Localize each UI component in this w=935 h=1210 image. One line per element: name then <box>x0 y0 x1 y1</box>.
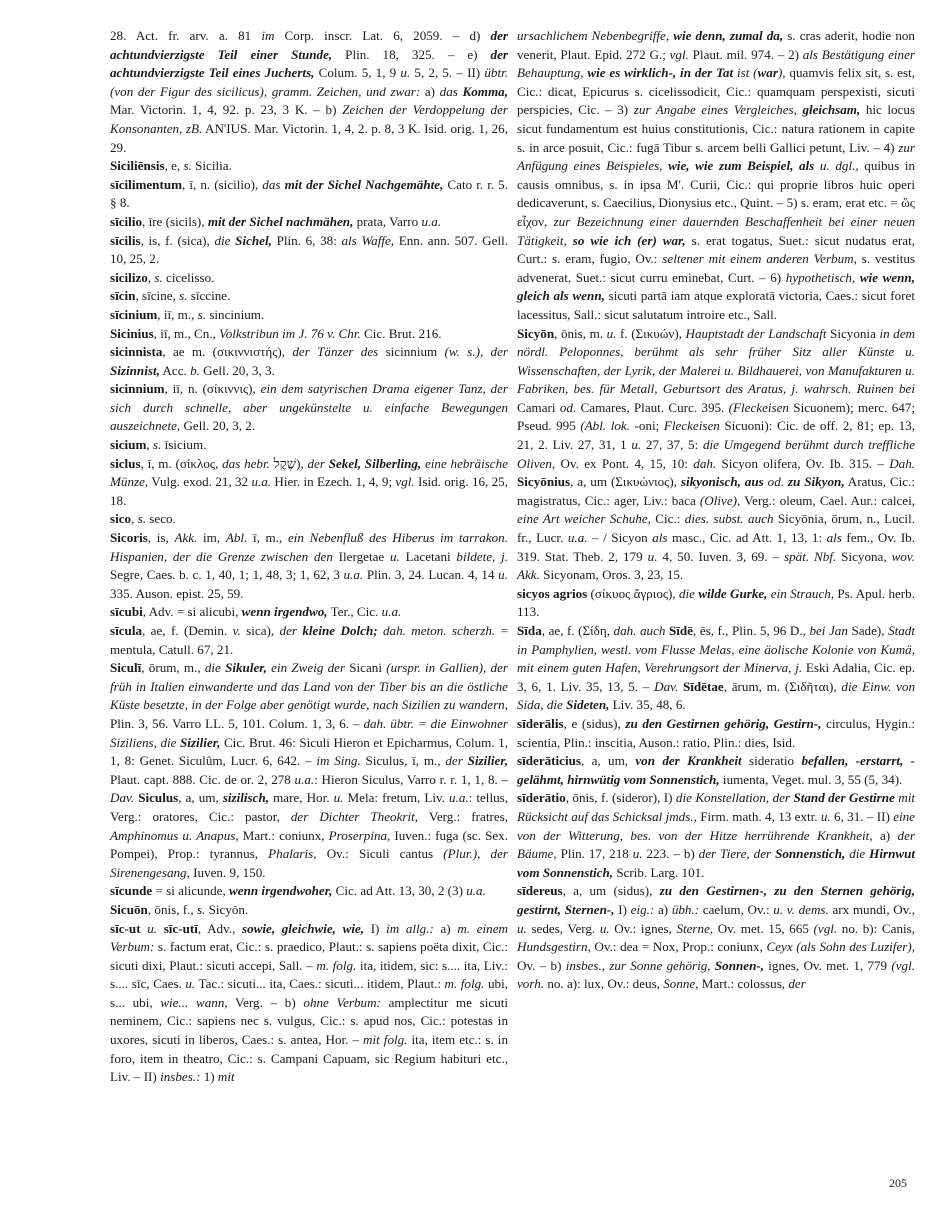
dictionary-entry: sīcunde = si alicunde, wenn irgendwoher, Cic. ad Att. 13, 30, 2 (3) u.a. <box>110 883 486 899</box>
dictionary-entry: siclus, ī, m. (σίκλος, das hebr. שֶׁקֶל), der Sekel, Silberling, eine hebräische Münze, Vulg. exod. 21, 32 u.a. Hier. in Ezech. 1, 4, 9; vgl. Isid. orig. 16, 25, 18. <box>110 455 509 508</box>
dictionary-entry: sico, s. seco. <box>110 511 176 527</box>
dictionary-entry: sīderātio, ōnis, f. (sideror), I) die Konstellation, der Stand der Gestirne mit Rücksicht auf das Schicksal jmds., Firm. math. 4, 13 extr. u. 6, 31. – II) eine von der Witterung, bes. von der Hitze herrührende Krankheit, a) der Bäume, Plin. 17, 218 u. 223. – b) der Tiere, der Sonnenstich, die Hirnwut vom Sonnenstich, Scrib. Larg. 101. <box>517 790 916 880</box>
dictionary-entry: sīcin, sīcine, s. sīccine. <box>110 288 231 304</box>
page-number: 205 <box>889 1176 907 1190</box>
dictionary-entry: sicinnium, iī, n. (σίκιννις), ein dem satyrischen Drama eigener Tanz, der sich durch schnelle, aber ungekünstelte u. einfache Bewegungen auszeichnete, Gell. 20, 3, 2. <box>110 381 509 434</box>
dictionary-entry: Sicoris, is, Akk. im, Abl. ī, m., ein Nebenfluß des Hiberus im tarrakon. Hispanien, der die Grenze zwischen den Ilergetae u. Lacetani bildete, j. Segre, Caes. b. c. 1, 40, 1; 1, 48, 3; 1, 62, 3 u.a. Plin. 3, 24. Lucan. 4, 14 u. 335. Auson. epist. 25, 59. <box>110 530 509 601</box>
right-column <box>517 27 915 994</box>
dictionary-entry: sīcilio, īre (sicils), mit der Sichel nachmähen, prata, Varro u.a. <box>110 213 442 229</box>
dictionary-entry: sicilizo, s. cicelisso. <box>110 269 215 285</box>
dictionary-entry: Siciliēnsis, e, s. Sicilia. <box>110 158 232 174</box>
dictionary-entry: sīcilis, is, f. (sica), die Sichel, Plin. 6, 38: als Waffe, Enn. ann. 507. Gell. 10, 25, 2. <box>110 232 508 267</box>
dictionary-entry: sīcilimentum, ī, n. (sicilio), das mit der Sichel Nachgemähte, Cato r. r. 5. § 8. <box>110 176 508 211</box>
dictionary-entry: sīdereus, a, um (sidus), zu den Gestirnen-, zu den Sternen gehörig, gestirnt, Sternen-, I) eig.: a) übh.: caelum, Ov.: u. v. dems. arx mundi, Ov., u. sedes, Verg. u. Ov.: ignes, Sterne, Ov. met. 15, 665 (vgl. no. b): Canis, Hundsgestirn, Ov.: dea = Nox, Prop.: coniunx, Ceyx (als Sohn des Luzifer), Ov. – b) insbes., zur Sonne gehörig, Sonnen-, ignes, Ov. met. 1, 779 (vgl. vorh. no. a): lux, Ov.: deus, Sonne, Mart.: colossus, der <box>517 883 916 992</box>
dictionary-entry: Sicuōn, ōnis, f., s. Sicyōn. <box>110 901 249 917</box>
dictionary-entry: 28. Act. fr. arv. a. 81 im Corp. inscr. Lat. 6, 2059. – d) der achtundvierzigste Teil einer Stunde, Plin. 18, 325. – e) der achtundvierzigste Teil eines Jucherts, Colum. 5, 1, 9 u. 5, 2, 5. – II) übtr. (von der Figur des sicilicus), gramm. Zeichen, und zwar: a) das Komma, Mar. Victorin. 1, 4, 92. p. 23, 3 K. – b) Zeichen der Verdoppelung der Konsonanten, zB. AN'IUS. Mar. Victorin. 1, 4, 2. p. 8, 3 K. Isid. orig. 1, 26, 29. <box>110 28 508 155</box>
dictionary-entry: sīc-ut u. sīc-utī, Adv., sowie, gleichwie, wie, I) im allg.: a) m. einem Verbum: s. factum erat, Cic.: s. praedico, Plaut.: s. sapiens poëta dixit, Cic.: sicuti dixi, Plaut.: sicuti accepi, Sall. – m. folg. ita, itidem, sic: s.... ita, Liv.: s.... sīc, Caes. u. Tac.: sicuti... ita, Caes.: sicuti... itidem, Plaut.: m. folg. ubi, s... ubi, wie... wann, Verg. – b) ohne Verbum: amplectitur me sicuti neminem, Cic.: sapiens nec s. vulgus, Cic.: s. apud nos, Cic.: potestas in uxores, sicuti in liberos, Caes.: s. antea, Hor. – mit folg. ita, item etc.: s. in foro, item in theatro, Cic.: s. Campani Capuam, sic Regium habituri etc., Liv. – II) insbes.: 1) mit <box>110 920 508 1085</box>
dictionary-entry: sicium, s. īsicium. <box>110 437 207 453</box>
dictionary-entry: ursachlichem Nebenbegriffe, wie denn, zumal da, s. cras aderit, hodie non venerit, Plaut. Epid. 272 G.; vgl. Plaut. mil. 974. – 2) als Bestätigung einer Behauptung, wie es wirklich-, in der Tat ist (war), quamvis felix sit, s. est, Cic.: dicat, Epicurus s. cicelissodicit, Cic.: quamquam perspexisti, sicuti perspicies, Cic. – 3) zur Angabe eines Vergleiches, gleichsam, hic locus sicut fundamentum est huius constitutionis, Cic.: natura rationem in capite s. in arce posuit, Cic.: fugā Tibur s. arcem belli Gallici petunt, Liv. – 4) zur Anfügung eines Beispieles, wie, wie zum Beispiel, als u. dgl., quibus in causis omnibus, s. in ipsa M'. Curii, Cic.: qui proprie libros huic operi dedicaverunt, s. Caecilius, Dionysius etc., Quint. – 5) s. eram, erat etc. = ὥς εἶχον, zur Bezeichnung einer dauernden Beschaffenheit bei einer neuen Tätigkeit, so wie ich (er) war, s. erat togatus, Suet.: sicut nudatus erat, Curt.: s. eram, fugio, Ov.: seltener mit einem anderen Verbum, s. vestitus advenerat, Suet.: sicut curru eminebat, Curt. – 6) hypothetisch, wie wenn, gleich als wenn, sicuti partā iam atque exploratā victoria, Caes.: sicut foret lacessitus, Sall.: sicut salutatum introire etc., Sall. <box>517 28 916 322</box>
dictionary-entry: Sicinius, iī, m., Cn., Volkstribun im J. 76 v. Chr. Cic. Brut. 216. <box>110 325 442 341</box>
dictionary-entry: Sicyōn, ōnis, m. u. f. (Σικυών), Hauptstadt der Landschaft Sicyonia in dem nördl. Peloponnes, berühmt als sehr früher Sitz aller Künste u. Wissenschaften, der Lyrik, der Malerei u. Bildhauerei, von Manufakturen u. Fabriken, bes. für Metall, Geburtsort des Aratus, j. wahrsch. Ruinen bei Camari od. Camares, Plaut. Curc. 395. (Fleckeisen Sicuonem); merc. 647; Pseud. 995 (Abl. lok. -oni; Fleckeisen Sicuoni): Cic. de off. 2, 81; ep. 13, 21, 2. Liv. 27, 31, 1 u. 27, 37, 5: die Umgegend berühmt durch treffliche Oliven, Ov. ex Pont. 4, 15, 10: dah. Sicyon olifera, Ov. Ib. 315. – Dah. Sicyōnius, a, um (Σικυώνιος), sikyonisch, aus od. zu Sikyon, Aratus, Cic.: magistratus, Cic.: ager, Liv.: baca (Olive), Verg.: oleum, Cael. Aur.: calcei, eine Art weicher Schuhe, Cic.: dies. subst. auch Sicyōnia, ōrum, n., Lucil. fr., Lucr. u.a. – / Sicyon als masc., Cic. ad Att. 1, 13, 1: als fem., Ov. Ib. 319. Stat. Theb. 2, 179 u. 4, 50. Iuven. 3, 69. – spät. Nbf. Sicyona, wov. Akk. Sicyonam, Oros. 3, 23, 15. <box>517 325 916 583</box>
dictionary-entry: sīderāticius, a, um, von der Krankheit sideratio befallen, -erstarrt, -gelähmt, hirnwütig vom Sonnenstich, iumenta, Veget. mul. 3, 55 (5, 34). <box>517 753 916 787</box>
dictionary-entry: sīcula, ae, f. (Demin. v. sica), der kleine Dolch; dah. meton. scherzh. = mentula, Catull. 67, 21. <box>110 623 508 657</box>
dictionary-entry: Siculī, ōrum, m., die Sikuler, ein Zweig der Sicani (urspr. in Gallien), der früh in Italien einwanderte und das Land von der Tiber bis an die östliche Küste besetzte, in der Folge aber genötigt wurde, nach Sizilien zu wandern, Plin. 3, 56. Varro LL. 5, 101. Colum. 1, 3, 6. – dah. übtr. = die Einwohner Siziliens, die Sizilier, Cic. Brut. 46: Siculi Hieron et Epicharmus, Colum. 1, 1, 8: Genet. Siculûm, Lucr. 6, 642. – im Sing. Siculus, ī, m., der Sizilier, Plaut. capt. 888. Cic. de or. 2, 278 u.a.: Hieron Siculus, Varro r. r. 1, 1, 8. – Dav. Siculus, a, um, sizilisch, mare, Hor. u. Mela: fretum, Liv. u.a.: tellus, Verg.: oratores, Cic.: pastor, der Dichter Theokrit, Verg.: fratres, Amphinomus u. Anapus, Mart.: coniunx, Proserpina, Iuven.: fuga (sc. Sex. Pompei), Prop.: tyrannus, Phalaris, Ov.: Siculi cantus (Plur.), der Sirenengesang, Iuven. 9, 150. <box>110 660 509 880</box>
dictionary-entry: sicyos agrios (σίκυος ἄγριος), die wilde Gurke, ein Strauch, Ps. Apul. herb. 113. <box>517 585 915 620</box>
dictionary-entry: sīderālis, e (sidus), zu den Gestirnen gehörig, Gestirn-, circulus, Hygin.: scientia, Plin.: inscitia, Auson.: ratio, Plin.: dies, Isid. <box>517 715 915 750</box>
left-column <box>110 27 508 1087</box>
dictionary-entry: Sīda, ae, f. (Σίδη, dah. auch Sīdē, ēs, f., Plin. 5, 96 D., bei Jan Sade), Stadt in Pamphylien, westl. vom Flusse Melas, eine äolische Kolonie von Kumä, mit einem guten Hafen, Verehrungsort der Minerva, j. Eski Adalia, Cic. ep. 3, 6, 1. Liv. 35, 13, 5. – Dav. Sīdētae, ārum, m. (Σιδῆται), die Einw. von Sida, die Sideten, Liv. 35, 48, 6. <box>517 623 916 713</box>
dictionary-entry: sicinnista, ae m. (σικιννιστής), der Tänzer des sicinnium (w. s.), der Sizinnist, Acc. b. Gell. 20, 3, 3. <box>110 344 508 378</box>
dictionary-entry: sīcubi, Adv. = si alicubi, wenn irgendwo, Ter., Cic. u.a. <box>110 604 402 620</box>
dictionary-entry: sīcinium, iī, m., s. sincinium. <box>110 306 265 322</box>
